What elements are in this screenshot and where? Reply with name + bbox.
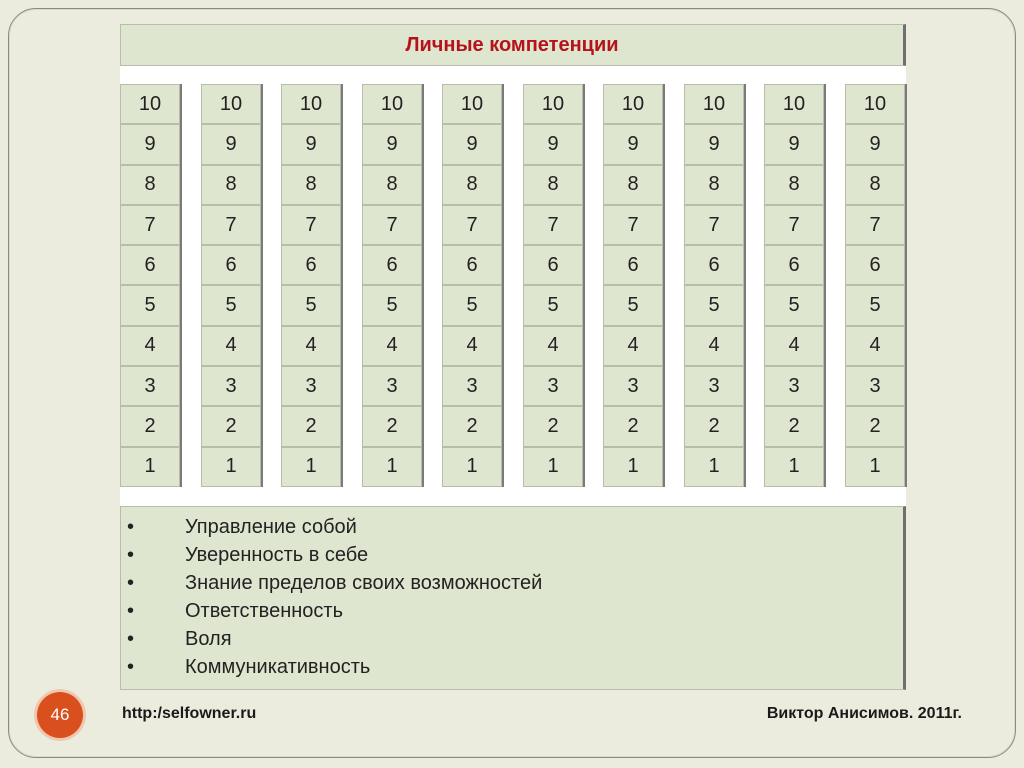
scale-cell[interactable]: 8 bbox=[845, 165, 905, 205]
scale-cell[interactable]: 10 bbox=[201, 84, 261, 124]
scale-cell[interactable]: 9 bbox=[281, 124, 341, 164]
scale-cell[interactable]: 4 bbox=[281, 326, 341, 366]
scale-cell[interactable]: 9 bbox=[523, 124, 583, 164]
scale-cell[interactable]: 4 bbox=[764, 326, 824, 366]
scale-cell[interactable]: 2 bbox=[845, 406, 905, 446]
footer-author: Виктор Анисимов. 2011г. bbox=[766, 705, 962, 722]
scale-cell[interactable]: 10 bbox=[442, 84, 502, 124]
scale-cell[interactable]: 3 bbox=[603, 366, 663, 406]
bullet-icon: • bbox=[127, 571, 135, 594]
scale-cell[interactable]: 5 bbox=[442, 285, 502, 325]
scale-cell[interactable]: 4 bbox=[845, 326, 905, 366]
scale-cell[interactable]: 4 bbox=[201, 326, 261, 366]
scale-cell[interactable]: 8 bbox=[603, 165, 663, 205]
scale-cell[interactable]: 7 bbox=[523, 205, 583, 245]
scale-cell[interactable]: 4 bbox=[603, 326, 663, 366]
title-bar bbox=[120, 24, 906, 66]
scale-cell[interactable]: 1 bbox=[603, 447, 663, 487]
list-item bbox=[121, 541, 903, 569]
scale-cell[interactable]: 6 bbox=[442, 245, 502, 285]
scale-cell[interactable]: 7 bbox=[362, 205, 422, 245]
scale-cell[interactable]: 6 bbox=[201, 245, 261, 285]
list-item bbox=[121, 513, 903, 541]
scale-cell[interactable]: 4 bbox=[442, 326, 502, 366]
scale-column bbox=[120, 84, 182, 487]
scale-cell[interactable]: 8 bbox=[201, 165, 261, 205]
scale-cell[interactable]: 6 bbox=[603, 245, 663, 285]
scale-cell[interactable]: 3 bbox=[281, 366, 341, 406]
scale-cell[interactable]: 6 bbox=[684, 245, 744, 285]
scale-column bbox=[603, 84, 665, 487]
competency-label: Уверенность в себе bbox=[185, 543, 369, 566]
scale-cell[interactable]: 5 bbox=[684, 285, 744, 325]
scale-cell[interactable]: 3 bbox=[201, 366, 261, 406]
scale-cell[interactable]: 3 bbox=[845, 366, 905, 406]
list-item bbox=[121, 625, 903, 653]
scale-cell[interactable]: 10 bbox=[281, 84, 341, 124]
scale-cell[interactable]: 9 bbox=[120, 124, 180, 164]
scale-cell[interactable]: 9 bbox=[201, 124, 261, 164]
scale-cell[interactable]: 2 bbox=[281, 406, 341, 446]
scale-cell[interactable]: 10 bbox=[684, 84, 744, 124]
scale-column bbox=[684, 84, 746, 487]
scale-column bbox=[442, 84, 504, 487]
scale-cell[interactable]: 8 bbox=[523, 165, 583, 205]
scale-column bbox=[523, 84, 585, 487]
scale-cell[interactable]: 3 bbox=[362, 366, 422, 406]
scale-cell[interactable]: 5 bbox=[201, 285, 261, 325]
scale-cell[interactable]: 5 bbox=[362, 285, 422, 325]
scale-cell[interactable]: 1 bbox=[281, 447, 341, 487]
scale-cell[interactable]: 3 bbox=[120, 366, 180, 406]
scale-cell[interactable]: 10 bbox=[764, 84, 824, 124]
scale-cell[interactable]: 6 bbox=[281, 245, 341, 285]
scale-cell[interactable]: 7 bbox=[201, 205, 261, 245]
competency-label: Управление собой bbox=[185, 515, 357, 538]
scale-cell[interactable]: 7 bbox=[764, 205, 824, 245]
competency-label: Знание пределов своих возможностей bbox=[185, 571, 543, 594]
competency-list bbox=[120, 506, 906, 690]
scale-cell[interactable]: 9 bbox=[603, 124, 663, 164]
bullet-icon: • bbox=[127, 627, 135, 650]
competency-label: Воля bbox=[185, 627, 232, 650]
scale-cell[interactable]: 1 bbox=[523, 447, 583, 487]
scale-column bbox=[845, 84, 907, 487]
scale-cell[interactable]: 10 bbox=[845, 84, 905, 124]
scale-cell[interactable]: 9 bbox=[442, 124, 502, 164]
scale-cell[interactable]: 1 bbox=[201, 447, 261, 487]
scale-column bbox=[362, 84, 424, 487]
scale-cell[interactable]: 9 bbox=[362, 124, 422, 164]
scale-cell[interactable]: 8 bbox=[362, 165, 422, 205]
scale-cell[interactable]: 7 bbox=[845, 205, 905, 245]
scale-column bbox=[201, 84, 263, 487]
scale-cell[interactable]: 7 bbox=[120, 205, 180, 245]
scale-cell[interactable]: 5 bbox=[764, 285, 824, 325]
scale-cell[interactable]: 9 bbox=[845, 124, 905, 164]
scale-cell[interactable]: 1 bbox=[442, 447, 502, 487]
slide-title: Личные компетенции bbox=[405, 33, 619, 56]
scale-cell[interactable]: 7 bbox=[281, 205, 341, 245]
scale-cell[interactable]: 4 bbox=[684, 326, 744, 366]
scale-cell[interactable]: 5 bbox=[603, 285, 663, 325]
scale-cell[interactable]: 2 bbox=[442, 406, 502, 446]
scale-cell[interactable]: 2 bbox=[201, 406, 261, 446]
scale-cell[interactable]: 7 bbox=[684, 205, 744, 245]
scale-cell[interactable]: 6 bbox=[523, 245, 583, 285]
scale-cell[interactable]: 1 bbox=[764, 447, 824, 487]
footer-url: http:/selfowner.ru bbox=[122, 705, 257, 722]
scale-cell[interactable]: 8 bbox=[120, 165, 180, 205]
bullet-icon: • bbox=[127, 515, 135, 538]
scale-cell[interactable]: 2 bbox=[523, 406, 583, 446]
scale-cell[interactable]: 6 bbox=[764, 245, 824, 285]
scale-cell[interactable]: 4 bbox=[523, 326, 583, 366]
scale-cell[interactable]: 9 bbox=[764, 124, 824, 164]
scale-cell[interactable]: 7 bbox=[603, 205, 663, 245]
scale-cell[interactable]: 9 bbox=[684, 124, 744, 164]
scale-cell[interactable]: 8 bbox=[764, 165, 824, 205]
scale-cell[interactable]: 10 bbox=[603, 84, 663, 124]
scale-cell[interactable]: 2 bbox=[120, 406, 180, 446]
list-item bbox=[121, 569, 903, 597]
page-number-badge: 46 bbox=[37, 692, 83, 738]
scale-cell[interactable]: 8 bbox=[281, 165, 341, 205]
scale-cell[interactable]: 7 bbox=[442, 205, 502, 245]
scale-cell[interactable]: 2 bbox=[603, 406, 663, 446]
scale-cell[interactable]: 5 bbox=[281, 285, 341, 325]
scale-cell[interactable]: 2 bbox=[764, 406, 824, 446]
scale-cell[interactable]: 10 bbox=[362, 84, 422, 124]
scale-cell[interactable]: 8 bbox=[684, 165, 744, 205]
scale-cell[interactable]: 2 bbox=[362, 406, 422, 446]
scale-cell[interactable]: 1 bbox=[362, 447, 422, 487]
scale-cell[interactable]: 3 bbox=[684, 366, 744, 406]
scale-cell[interactable]: 8 bbox=[442, 165, 502, 205]
scale-cell[interactable]: 3 bbox=[764, 366, 824, 406]
scale-cell[interactable]: 6 bbox=[120, 245, 180, 285]
competency-label: Ответственность bbox=[185, 599, 343, 622]
scale-column bbox=[764, 84, 826, 487]
scale-cell[interactable]: 6 bbox=[362, 245, 422, 285]
bullet-icon: • bbox=[127, 543, 135, 566]
scale-cell[interactable]: 6 bbox=[845, 245, 905, 285]
list-item bbox=[121, 597, 903, 625]
scale-cell[interactable]: 10 bbox=[120, 84, 180, 124]
competency-label: Коммуникативность bbox=[185, 655, 371, 678]
list-item bbox=[121, 653, 903, 681]
scale-cell[interactable]: 2 bbox=[684, 406, 744, 446]
bullet-icon: • bbox=[127, 655, 135, 678]
scale-cell[interactable]: 1 bbox=[845, 447, 905, 487]
scale-cell[interactable]: 5 bbox=[523, 285, 583, 325]
scale-cell[interactable]: 4 bbox=[362, 326, 422, 366]
scale-cell[interactable]: 1 bbox=[120, 447, 180, 487]
scale-column bbox=[281, 84, 343, 487]
scale-cell[interactable]: 5 bbox=[120, 285, 180, 325]
bullet-icon: • bbox=[127, 599, 135, 622]
scale-cell[interactable]: 5 bbox=[845, 285, 905, 325]
scale-cell[interactable]: 3 bbox=[523, 366, 583, 406]
scale-cell[interactable]: 4 bbox=[120, 326, 180, 366]
scale-cell[interactable]: 1 bbox=[684, 447, 744, 487]
scale-cell[interactable]: 10 bbox=[523, 84, 583, 124]
scale-cell[interactable]: 3 bbox=[442, 366, 502, 406]
